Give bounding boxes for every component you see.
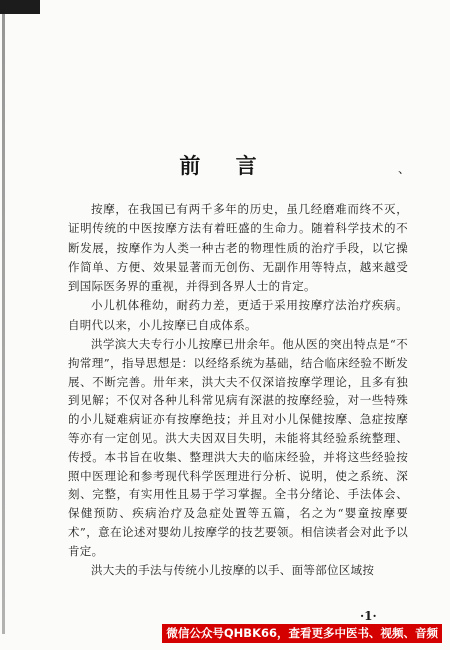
watermark-banner: 微信公众号QHBK66，查看更多中医书、视频、音频 <box>162 624 442 643</box>
paragraph-2: 小儿机体稚幼，耐药力差，更适于采用按摩疗法治疗疾病。自明代以来，小儿按摩已自成体系。 <box>68 298 408 332</box>
paragraph-1: 按摩，在我国已有两千多年的历史，虽几经磨难而终不灭，证明传统的中医按摩方法有着旺盛的生命力。随着科学技术的不断发展，按摩作为人类一种古老的物理性质的治疗手段，以它操作简单、方便、效果显著而无创伤、无副作用等特点，越来越受到国际医务界的重视，并得到各界人士的肯定。 <box>68 202 408 294</box>
paragraph-3: 洪学滨大夫专行小儿按摩已卅余年。他从医的突出特点是“不拘常理”，指导思想是：以经络系统为基础，结合临床经验不断发展、不断完善。卅年来，洪大夫不仅深谙按摩学理论，且多有独到见解；不仅对各种儿科常见病有深湛的按摩经验，对一些特殊的小儿疑难病证亦有按摩绝技；并且对小儿保健按摩、急症按摩等亦有一定创见。洪大夫因双目失明，未能将其经验系统整理、传授。本书旨在收集、整理洪大夫的临床经验，并将这些经验按照中医理论和参考现代科学医理进行分析、说明，使之系统、深刻、完整，有实用性且易于学习掌握。全书分绪论、手法体会、保健预防、疾病治疗及急症处置等五篇，名之为“婴童按摩要术”，意在论述对婴幼儿按摩学的技艺要领。相信读者会对此予以肯定。 <box>68 337 408 558</box>
binding-edge-shadow <box>2 14 5 634</box>
paragraph-4: 洪大夫的手法与传统小儿按摩的以手、面等部位区域按 <box>91 562 375 577</box>
page-number: ·1· <box>360 609 377 623</box>
scan-corner-mark <box>0 0 40 14</box>
page-title: 前 言 <box>179 154 271 178</box>
title-punctuation-mark: 、 <box>398 162 411 176</box>
body-text <box>68 200 408 580</box>
